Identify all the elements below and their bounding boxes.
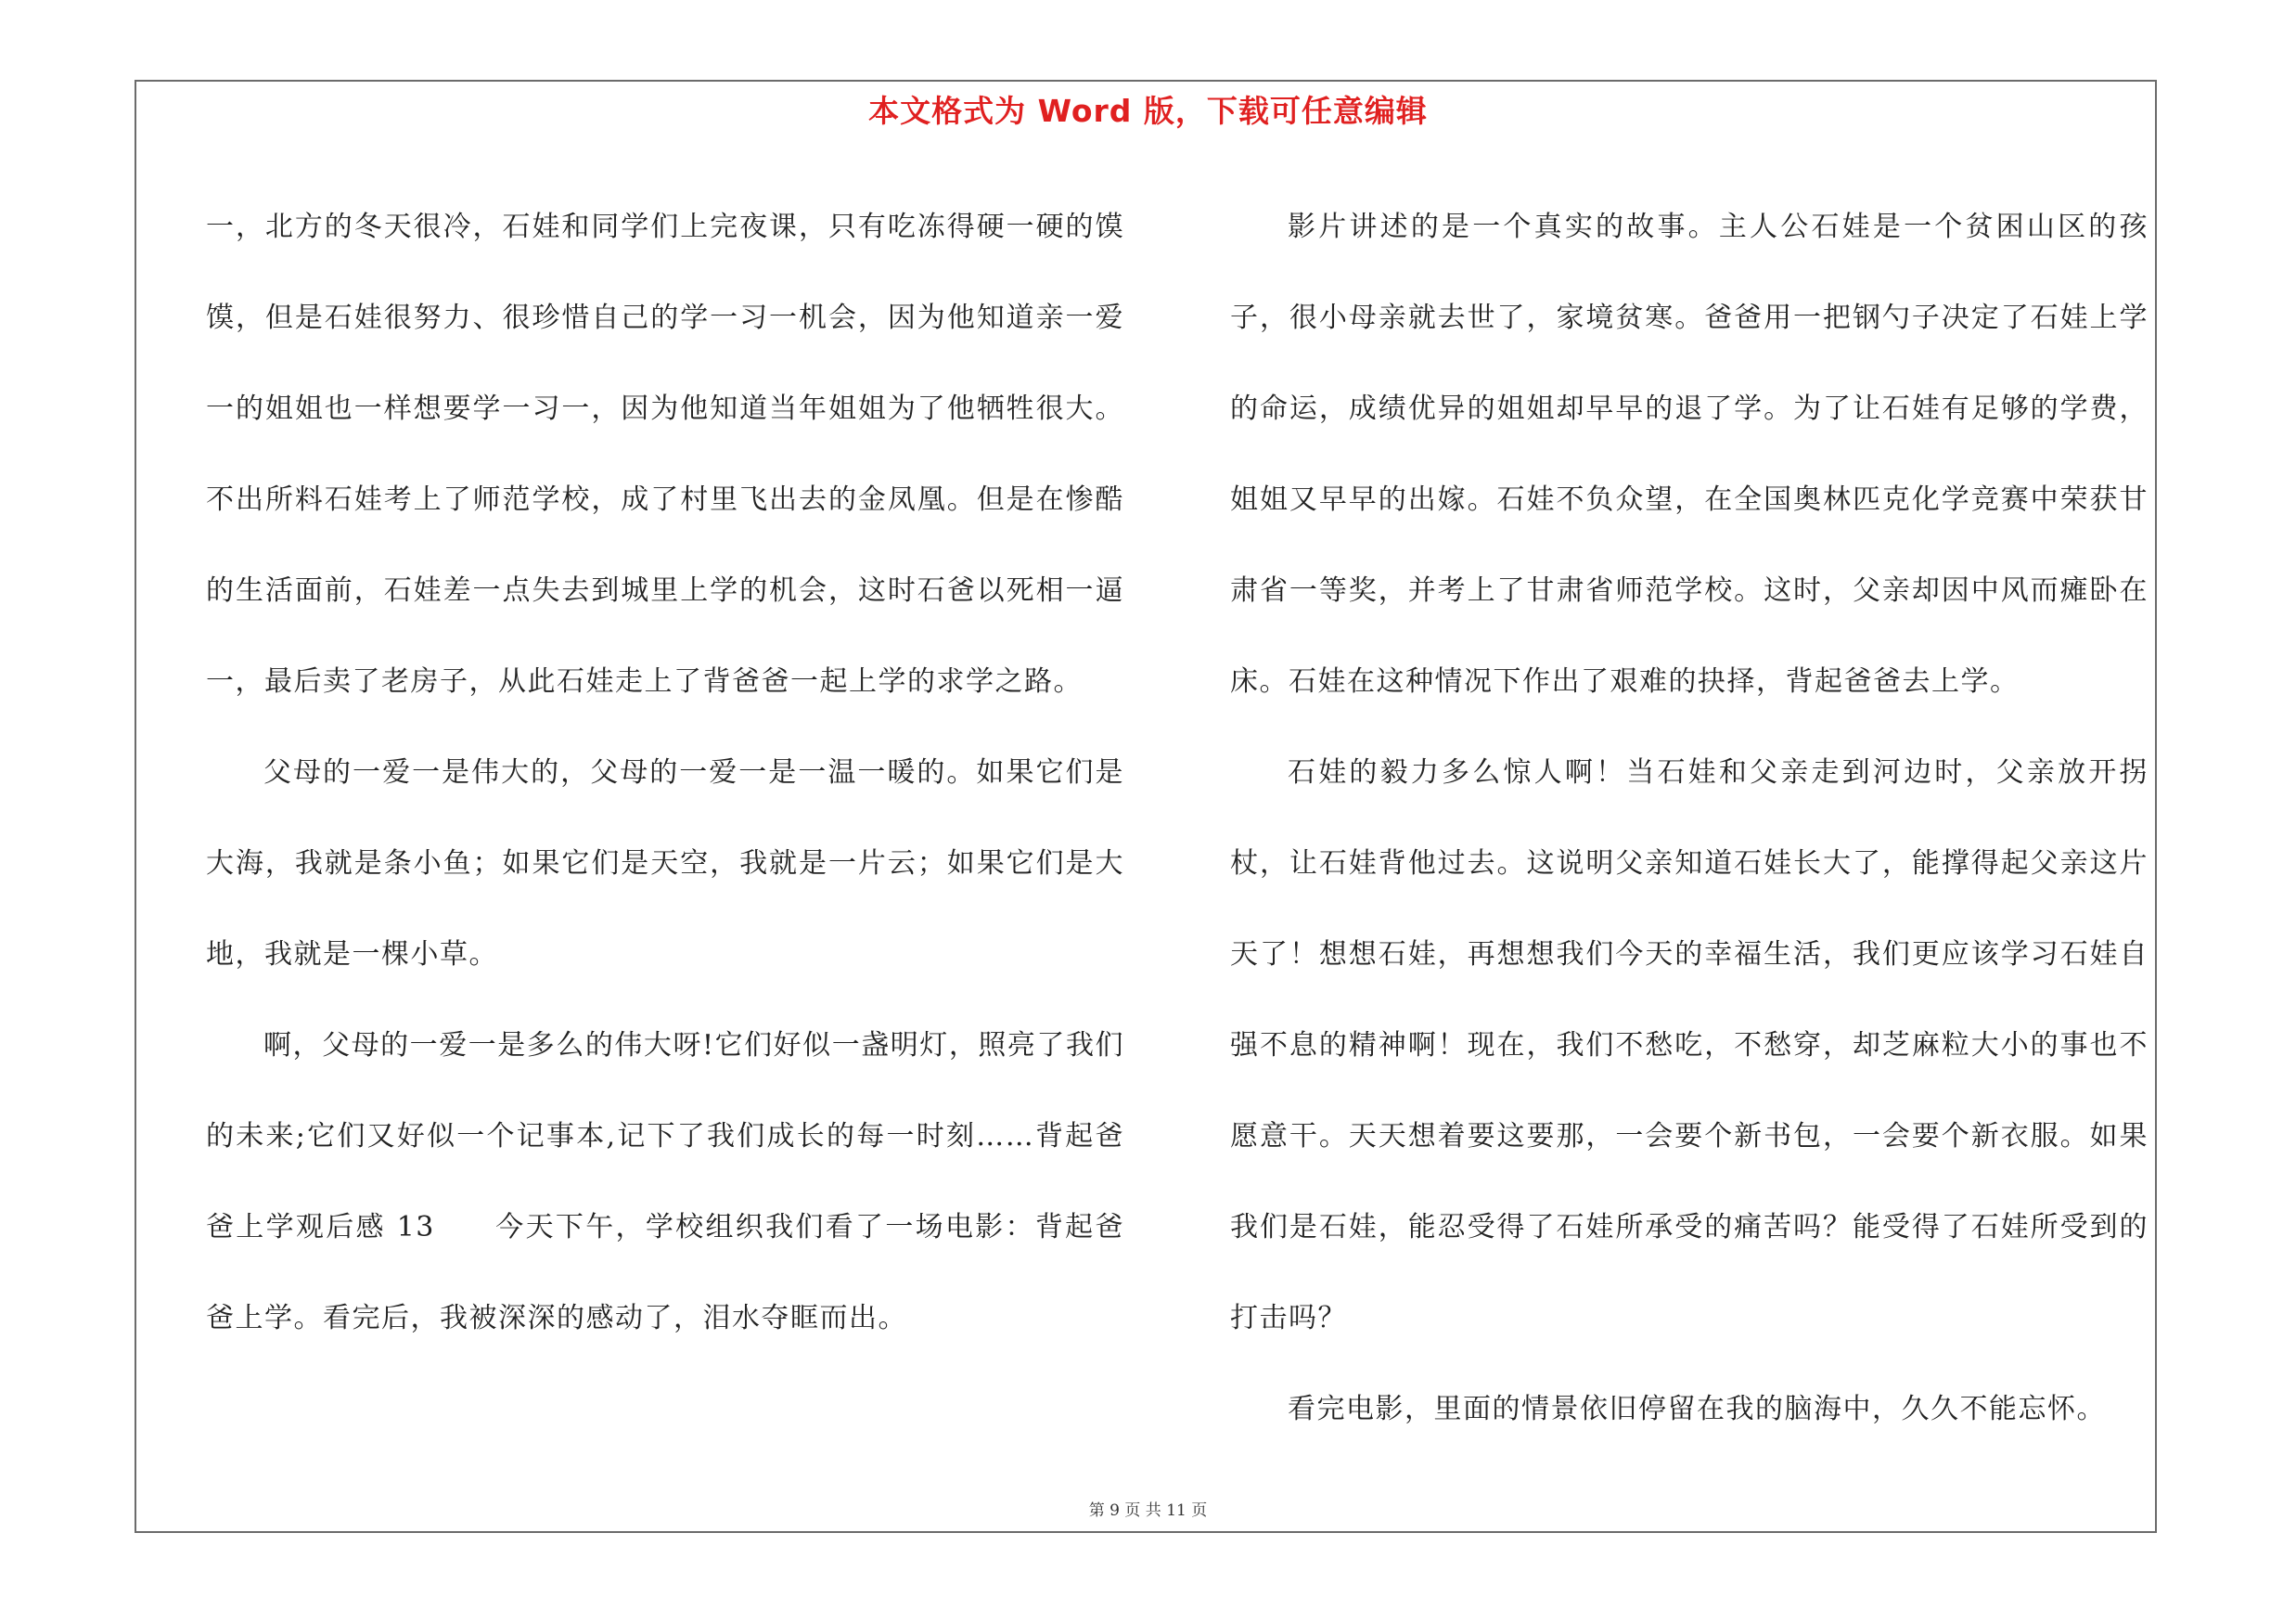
right-column bbox=[1230, 182, 2148, 1455]
left-column bbox=[206, 182, 1124, 1364]
left-paragraph-1: 一，北方的冬天很冷，石娃和同学们上完夜课，只有吃冻得硬一硬的馍馍，但是石娃很努力、很珍惜自己的学一习一机会，因为他知道亲一爱一的姐姐也一样想要学一习一，因为他知道当年姐姐为了他牺牲很大。不出所料石娃考上了师范学校，成了村里飞出去的金凤凰。但是在惨酷的生活面前，石娃差一点失去到城里上学的机会，这时石爸以死相一逼一，最后卖了老房子，从此石娃走上了背爸爸一起上学的求学之路。 bbox=[206, 211, 1124, 698]
format-banner: 本文格式为 Word 版，下载可任意编辑 bbox=[868, 93, 1428, 129]
page-number-footer: 第 9 页 共 11 页 bbox=[1088, 1501, 1208, 1520]
left-paragraph-2: 父母的一爱一是伟大的，父母的一爱一是一温一暖的。如果它们是大海，我就是条小鱼；如果它们是天空，我就是一片云；如果它们是大地，我就是一棵小草。 bbox=[206, 756, 1124, 971]
left-paragraph-3: 啊，父母的一爱一是多么的伟大呀!它们好似一盏明灯，照亮了我们的未来;它们又好似一个记事本,记下了我们成长的每一时刻……背起爸爸上学观后感 13 今天下午，学校组织我们看了一场电影：背起爸爸上学。看完后，我被深深的感动了，泪水夺眶而出。 bbox=[206, 1029, 1124, 1334]
right-paragraph-1: 影片讲述的是一个真实的故事。主人公石娃是一个贫困山区的孩子，很小母亲就去世了，家境贫寒。爸爸用一把钢勺子决定了石娃上学的命运，成绩优异的姐姐却早早的退了学。为了让石娃有足够的学费，姐姐又早早的出嫁。石娃不负众望，在全国奥林匹克化学竞赛中荣获甘肃省一等奖，并考上了甘肃省师范学校。这时，父亲却因中风而瘫卧在床。石娃在这种情况下作出了艰难的抉择，背起爸爸去上学。 bbox=[1230, 211, 2148, 698]
right-paragraph-2: 石娃的毅力多么惊人啊！当石娃和父亲走到河边时，父亲放开拐杖，让石娃背他过去。这说明父亲知道石娃长大了，能撑得起父亲这片天了！想想石娃，再想想我们今天的幸福生活，我们更应该学习石娃自强不息的精神啊！现在，我们不愁吃，不愁穿，却芝麻粒大小的事也不愿意干。天天想着要这要那，一会要个新书包，一会要个新衣服。如果我们是石娃，能忍受得了石娃所承受的痛苦吗？能受得了石娃所受到的打击吗？ bbox=[1230, 756, 2148, 1334]
right-paragraph-3: 看完电影，里面的情景依旧停留在我的脑海中，久久不能忘怀。 bbox=[1288, 1393, 2106, 1425]
